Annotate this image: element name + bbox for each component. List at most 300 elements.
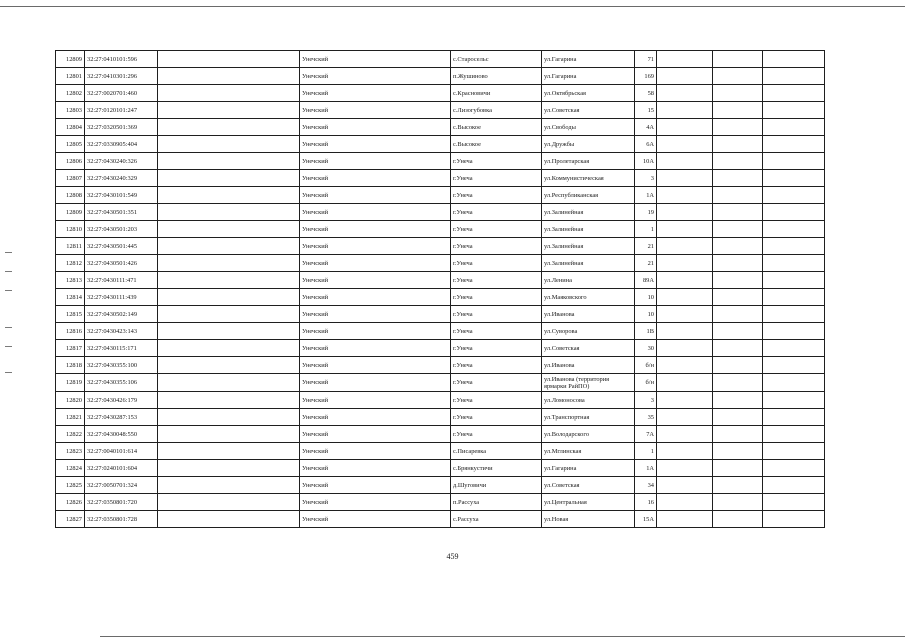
top-scan-line xyxy=(0,6,905,7)
table-row xyxy=(56,204,825,221)
empty-cell xyxy=(713,357,763,374)
empty-cell xyxy=(763,68,825,85)
empty-cell xyxy=(657,153,713,170)
empty-cell xyxy=(657,272,713,289)
empty-cell xyxy=(763,51,825,68)
table-row xyxy=(56,494,825,511)
district-cell: Унечский xyxy=(300,340,451,357)
district-cell: Унечский xyxy=(300,289,451,306)
empty-cell xyxy=(713,102,763,119)
district-cell: Унечский xyxy=(300,187,451,204)
empty-cell xyxy=(158,238,300,255)
cadastral-number-cell: 32:27:0430240:329 xyxy=(85,170,158,187)
locality-cell: г.Унеча xyxy=(451,170,542,187)
empty-cell xyxy=(713,443,763,460)
district-cell: Унечский xyxy=(300,85,451,102)
house-number-cell: 10 xyxy=(635,306,657,323)
empty-cell xyxy=(763,443,825,460)
empty-cell xyxy=(657,221,713,238)
empty-cell xyxy=(713,323,763,340)
empty-cell xyxy=(657,340,713,357)
district-cell: Унечский xyxy=(300,170,451,187)
table-row xyxy=(56,426,825,443)
house-number-cell: 10А xyxy=(635,153,657,170)
empty-cell xyxy=(657,187,713,204)
empty-cell xyxy=(158,170,300,187)
table-row xyxy=(56,170,825,187)
street-cell: ул.Залинейная xyxy=(542,204,635,221)
cadastral-number-cell: 32:27:0020701:460 xyxy=(85,85,158,102)
empty-cell xyxy=(158,443,300,460)
table-row xyxy=(56,136,825,153)
row-number-cell: 12801 xyxy=(56,68,85,85)
row-number-cell: 12809 xyxy=(56,204,85,221)
locality-cell: г.Унеча xyxy=(451,289,542,306)
locality-cell: г.Унеча xyxy=(451,272,542,289)
street-cell: ул.Республиканская xyxy=(542,187,635,204)
table-row xyxy=(56,153,825,170)
empty-cell xyxy=(763,187,825,204)
district-cell: Унечский xyxy=(300,68,451,85)
empty-cell xyxy=(158,409,300,426)
row-number-cell: 12803 xyxy=(56,102,85,119)
empty-cell xyxy=(763,494,825,511)
empty-cell xyxy=(158,477,300,494)
page-number: 459 xyxy=(446,552,459,561)
street-cell: ул.Пролетарская xyxy=(542,153,635,170)
table-row xyxy=(56,460,825,477)
locality-cell: д.Шуговичи xyxy=(451,477,542,494)
cadastral-number-cell: 32:27:0430101:549 xyxy=(85,187,158,204)
cadastral-number-cell: 32:27:0350801:720 xyxy=(85,494,158,511)
empty-cell xyxy=(713,392,763,409)
empty-cell xyxy=(158,357,300,374)
empty-cell xyxy=(158,153,300,170)
house-number-cell: 7А xyxy=(635,426,657,443)
district-cell: Унечский xyxy=(300,255,451,272)
row-number-cell: 12814 xyxy=(56,289,85,306)
locality-cell: г.Унеча xyxy=(451,187,542,204)
street-cell: ул.Иванова xyxy=(542,357,635,374)
locality-cell: г.Унеча xyxy=(451,204,542,221)
street-cell: ул.Свободы xyxy=(542,119,635,136)
empty-cell xyxy=(763,221,825,238)
cadastral-number-cell: 32:27:0350801:728 xyxy=(85,511,158,528)
empty-cell xyxy=(158,426,300,443)
house-number-cell: 1 xyxy=(635,221,657,238)
empty-cell xyxy=(713,204,763,221)
empty-cell xyxy=(713,460,763,477)
district-cell: Унечский xyxy=(300,51,451,68)
empty-cell xyxy=(158,323,300,340)
empty-cell xyxy=(158,460,300,477)
empty-cell xyxy=(657,238,713,255)
table-body xyxy=(56,51,825,528)
row-number-cell: 12820 xyxy=(56,392,85,409)
table-row xyxy=(56,357,825,374)
district-cell: Унечский xyxy=(300,460,451,477)
locality-cell: с.Писаревка xyxy=(451,443,542,460)
cadastral-number-cell: 32:27:0410301:296 xyxy=(85,68,158,85)
empty-cell xyxy=(657,460,713,477)
empty-cell xyxy=(763,426,825,443)
registry-table xyxy=(55,50,825,528)
street-cell: ул.Советская xyxy=(542,102,635,119)
empty-cell xyxy=(657,426,713,443)
row-number-cell: 12806 xyxy=(56,153,85,170)
table-row xyxy=(56,85,825,102)
empty-cell xyxy=(657,392,713,409)
empty-cell xyxy=(657,68,713,85)
row-number-cell: 12807 xyxy=(56,170,85,187)
empty-cell xyxy=(713,119,763,136)
empty-cell xyxy=(657,306,713,323)
locality-cell: г.Унеча xyxy=(451,392,542,409)
locality-cell: г.Унеча xyxy=(451,221,542,238)
empty-cell xyxy=(763,272,825,289)
district-cell: Унечский xyxy=(300,511,451,528)
cadastral-number-cell: 32:27:0430111:471 xyxy=(85,272,158,289)
row-number-cell: 12825 xyxy=(56,477,85,494)
house-number-cell: б/н xyxy=(635,374,657,392)
row-number-cell: 12812 xyxy=(56,255,85,272)
street-cell: ул.Центральная xyxy=(542,494,635,511)
cadastral-number-cell: 32:27:0430426:179 xyxy=(85,392,158,409)
house-number-cell: 89А xyxy=(635,272,657,289)
locality-cell: с.Лизогубовка xyxy=(451,102,542,119)
empty-cell xyxy=(713,340,763,357)
house-number-cell: 6А xyxy=(635,136,657,153)
house-number-cell: 4А xyxy=(635,119,657,136)
street-cell: ул.Коммунистическая xyxy=(542,170,635,187)
empty-cell xyxy=(158,255,300,272)
empty-cell xyxy=(657,323,713,340)
district-cell: Унечский xyxy=(300,477,451,494)
empty-cell xyxy=(158,272,300,289)
table-row xyxy=(56,374,825,392)
empty-cell xyxy=(763,409,825,426)
district-cell: Унечский xyxy=(300,323,451,340)
empty-cell xyxy=(763,85,825,102)
empty-cell xyxy=(763,460,825,477)
row-number-cell: 12809 xyxy=(56,51,85,68)
house-number-cell: 30 xyxy=(635,340,657,357)
cadastral-number-cell: 32:27:0410101:596 xyxy=(85,51,158,68)
empty-cell xyxy=(763,374,825,392)
empty-cell xyxy=(713,68,763,85)
row-number-cell: 12817 xyxy=(56,340,85,357)
empty-cell xyxy=(713,374,763,392)
empty-cell xyxy=(713,85,763,102)
empty-cell xyxy=(713,409,763,426)
table-row xyxy=(56,102,825,119)
empty-cell xyxy=(657,511,713,528)
house-number-cell: 21 xyxy=(635,255,657,272)
empty-cell xyxy=(657,136,713,153)
district-cell: Унечский xyxy=(300,272,451,289)
table-row xyxy=(56,511,825,528)
house-number-cell: 3 xyxy=(635,170,657,187)
empty-cell xyxy=(713,153,763,170)
district-cell: Унечский xyxy=(300,409,451,426)
bottom-scan-line xyxy=(100,636,905,637)
row-number-cell: 12805 xyxy=(56,136,85,153)
empty-cell xyxy=(763,102,825,119)
empty-cell xyxy=(158,119,300,136)
empty-cell xyxy=(713,238,763,255)
margin-mark xyxy=(5,372,12,373)
cadastral-number-cell: 32:27:0430111:439 xyxy=(85,289,158,306)
row-number-cell: 12826 xyxy=(56,494,85,511)
table-row xyxy=(56,272,825,289)
street-cell: ул.Советская xyxy=(542,477,635,494)
locality-cell: с.Высокое xyxy=(451,136,542,153)
margin-mark xyxy=(5,252,12,253)
empty-cell xyxy=(158,187,300,204)
house-number-cell: 10 xyxy=(635,289,657,306)
row-number-cell: 12827 xyxy=(56,511,85,528)
locality-cell: с.Рассуха xyxy=(451,511,542,528)
house-number-cell: 71 xyxy=(635,51,657,68)
house-number-cell: 21 xyxy=(635,238,657,255)
house-number-cell: 34 xyxy=(635,477,657,494)
locality-cell: г.Унеча xyxy=(451,357,542,374)
house-number-cell: 3 xyxy=(635,392,657,409)
locality-cell: г.Унеча xyxy=(451,426,542,443)
cadastral-number-cell: 32:27:0430048:550 xyxy=(85,426,158,443)
cadastral-number-cell: 32:27:0050701:324 xyxy=(85,477,158,494)
empty-cell xyxy=(713,289,763,306)
street-cell: ул.Ломоносова xyxy=(542,392,635,409)
row-number-cell: 12821 xyxy=(56,409,85,426)
cadastral-number-cell: 32:27:0040101:614 xyxy=(85,443,158,460)
cadastral-number-cell: 32:27:0240101:604 xyxy=(85,460,158,477)
table-row xyxy=(56,255,825,272)
street-cell: ул.Гагарина xyxy=(542,460,635,477)
cadastral-number-cell: 32:27:0430502:149 xyxy=(85,306,158,323)
empty-cell xyxy=(763,255,825,272)
house-number-cell: 169 xyxy=(635,68,657,85)
empty-cell xyxy=(657,255,713,272)
empty-cell xyxy=(158,392,300,409)
table-row xyxy=(56,392,825,409)
empty-cell xyxy=(657,170,713,187)
empty-cell xyxy=(657,409,713,426)
table-row xyxy=(56,289,825,306)
district-cell: Унечский xyxy=(300,426,451,443)
empty-cell xyxy=(763,392,825,409)
locality-cell: г.Унеча xyxy=(451,153,542,170)
table-row xyxy=(56,68,825,85)
table-row xyxy=(56,51,825,68)
empty-cell xyxy=(158,68,300,85)
district-cell: Унечский xyxy=(300,374,451,392)
empty-cell xyxy=(158,340,300,357)
row-number-cell: 12819 xyxy=(56,374,85,392)
street-cell: ул.Маяковского xyxy=(542,289,635,306)
house-number-cell: 1В xyxy=(635,323,657,340)
empty-cell xyxy=(763,204,825,221)
street-cell: ул.Новая xyxy=(542,511,635,528)
empty-cell xyxy=(657,289,713,306)
empty-cell xyxy=(763,119,825,136)
street-cell: ул.Иванова xyxy=(542,306,635,323)
empty-cell xyxy=(763,323,825,340)
table-row xyxy=(56,477,825,494)
empty-cell xyxy=(713,306,763,323)
house-number-cell: 16 xyxy=(635,494,657,511)
locality-cell: с.Высокое xyxy=(451,119,542,136)
table-row xyxy=(56,306,825,323)
house-number-cell: 1А xyxy=(635,460,657,477)
locality-cell: с.Красновичи xyxy=(451,85,542,102)
empty-cell xyxy=(713,51,763,68)
empty-cell xyxy=(158,374,300,392)
cadastral-number-cell: 32:27:0430355:106 xyxy=(85,374,158,392)
street-cell: ул.Дружбы xyxy=(542,136,635,153)
empty-cell xyxy=(657,477,713,494)
row-number-cell: 12813 xyxy=(56,272,85,289)
empty-cell xyxy=(158,85,300,102)
row-number-cell: 12823 xyxy=(56,443,85,460)
empty-cell xyxy=(657,85,713,102)
district-cell: Унечский xyxy=(300,221,451,238)
locality-cell: г.Унеча xyxy=(451,409,542,426)
empty-cell xyxy=(158,494,300,511)
empty-cell xyxy=(657,357,713,374)
row-number-cell: 12815 xyxy=(56,306,85,323)
street-cell: ул.Советская xyxy=(542,340,635,357)
row-number-cell: 12822 xyxy=(56,426,85,443)
district-cell: Унечский xyxy=(300,102,451,119)
empty-cell xyxy=(657,204,713,221)
street-cell: ул.Суворова xyxy=(542,323,635,340)
empty-cell xyxy=(763,136,825,153)
margin-mark xyxy=(5,290,12,291)
locality-cell: г.Унеча xyxy=(451,238,542,255)
empty-cell xyxy=(657,443,713,460)
street-cell: ул.Мглинская xyxy=(542,443,635,460)
empty-cell xyxy=(763,477,825,494)
empty-cell xyxy=(713,187,763,204)
table-row xyxy=(56,323,825,340)
row-number-cell: 12816 xyxy=(56,323,85,340)
cadastral-number-cell: 32:27:0430287:153 xyxy=(85,409,158,426)
row-number-cell: 12804 xyxy=(56,119,85,136)
cadastral-number-cell: 32:27:0430501:426 xyxy=(85,255,158,272)
street-cell: ул.Володарского xyxy=(542,426,635,443)
locality-cell: г.Унеча xyxy=(451,255,542,272)
house-number-cell: 58 xyxy=(635,85,657,102)
street-cell: ул.Ленина xyxy=(542,272,635,289)
house-number-cell: 15А xyxy=(635,511,657,528)
cadastral-number-cell: 32:27:0430501:351 xyxy=(85,204,158,221)
district-cell: Унечский xyxy=(300,136,451,153)
empty-cell xyxy=(713,477,763,494)
district-cell: Унечский xyxy=(300,119,451,136)
house-number-cell: 1А xyxy=(635,187,657,204)
locality-cell: г.Унеча xyxy=(451,323,542,340)
margin-mark xyxy=(5,271,12,272)
cadastral-number-cell: 32:27:0430501:203 xyxy=(85,221,158,238)
empty-cell xyxy=(713,255,763,272)
cadastral-number-cell: 32:27:0430240:326 xyxy=(85,153,158,170)
street-cell: ул.Залинейная xyxy=(542,238,635,255)
empty-cell xyxy=(713,136,763,153)
locality-cell: г.Унеча xyxy=(451,306,542,323)
house-number-cell: 35 xyxy=(635,409,657,426)
street-cell: ул.Залинейная xyxy=(542,255,635,272)
district-cell: Унечский xyxy=(300,357,451,374)
empty-cell xyxy=(763,511,825,528)
house-number-cell: 1 xyxy=(635,443,657,460)
empty-cell xyxy=(713,511,763,528)
row-number-cell: 12811 xyxy=(56,238,85,255)
table-row xyxy=(56,340,825,357)
empty-cell xyxy=(763,289,825,306)
street-cell: ул.Октябрьская xyxy=(542,85,635,102)
empty-cell xyxy=(713,494,763,511)
row-number-cell: 12802 xyxy=(56,85,85,102)
cadastral-number-cell: 32:27:0430423:143 xyxy=(85,323,158,340)
street-cell: ул.Залинейная xyxy=(542,221,635,238)
district-cell: Унечский xyxy=(300,306,451,323)
table-row xyxy=(56,409,825,426)
empty-cell xyxy=(763,170,825,187)
table-row xyxy=(56,221,825,238)
empty-cell xyxy=(158,221,300,238)
empty-cell xyxy=(158,289,300,306)
cadastral-number-cell: 32:27:0430501:445 xyxy=(85,238,158,255)
street-cell: ул.Иванова (территория ярмарки РайПО) xyxy=(542,374,635,392)
district-cell: Унечский xyxy=(300,494,451,511)
empty-cell xyxy=(158,204,300,221)
cadastral-number-cell: 32:27:0430355:100 xyxy=(85,357,158,374)
empty-cell xyxy=(657,494,713,511)
row-number-cell: 12810 xyxy=(56,221,85,238)
empty-cell xyxy=(713,221,763,238)
cadastral-number-cell: 32:27:0120101:247 xyxy=(85,102,158,119)
empty-cell xyxy=(763,357,825,374)
district-cell: Унечский xyxy=(300,204,451,221)
locality-cell: г.Унеча xyxy=(451,340,542,357)
empty-cell xyxy=(763,153,825,170)
district-cell: Унечский xyxy=(300,443,451,460)
empty-cell xyxy=(158,102,300,119)
empty-cell xyxy=(713,170,763,187)
district-cell: Унечский xyxy=(300,238,451,255)
street-cell: ул.Гагарина xyxy=(542,51,635,68)
empty-cell xyxy=(713,426,763,443)
district-cell: Унечский xyxy=(300,392,451,409)
empty-cell xyxy=(158,51,300,68)
row-number-cell: 12818 xyxy=(56,357,85,374)
empty-cell xyxy=(657,102,713,119)
empty-cell xyxy=(713,272,763,289)
locality-cell: п.Жушиново xyxy=(451,68,542,85)
house-number-cell: б/н xyxy=(635,357,657,374)
locality-cell: г.Унеча xyxy=(451,374,542,392)
cadastral-number-cell: 32:27:0320501:369 xyxy=(85,119,158,136)
table-row xyxy=(56,119,825,136)
empty-cell xyxy=(763,306,825,323)
empty-cell xyxy=(657,374,713,392)
locality-cell: с.Брянкустичи xyxy=(451,460,542,477)
empty-cell xyxy=(158,306,300,323)
margin-mark xyxy=(5,327,12,328)
table-row xyxy=(56,238,825,255)
locality-cell: с.Старосельс xyxy=(451,51,542,68)
